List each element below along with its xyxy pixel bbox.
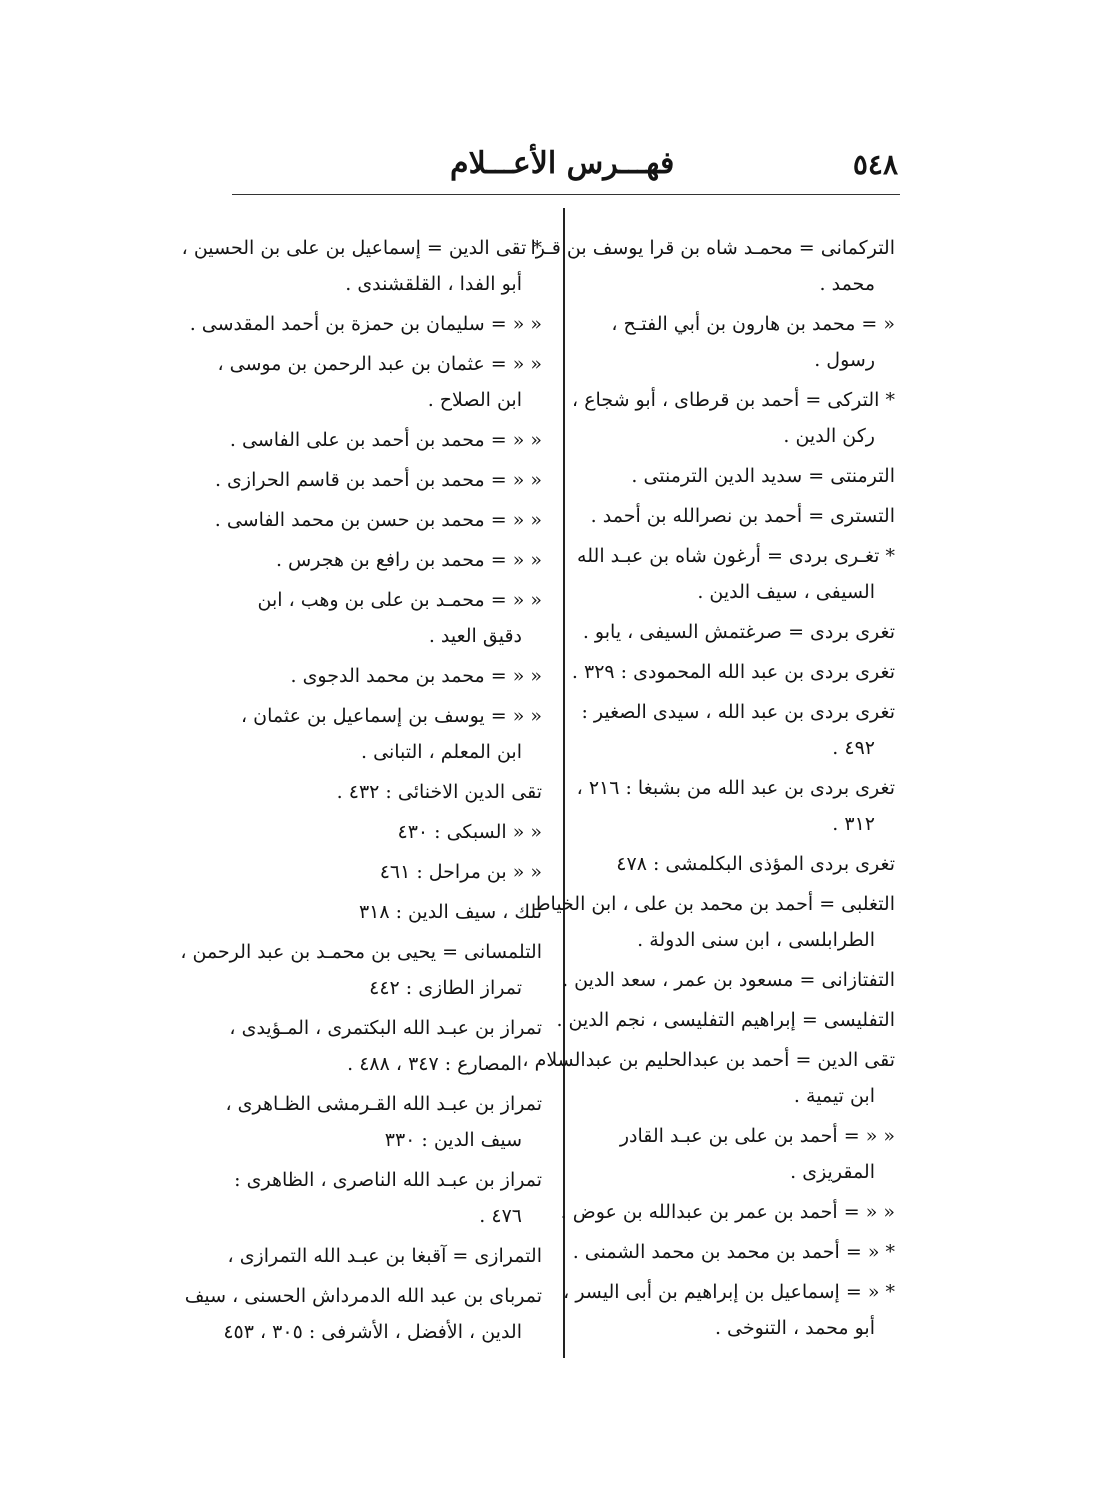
index-entry <box>227 1238 542 1274</box>
index-entry <box>585 1118 895 1190</box>
index-entry <box>572 1234 895 1270</box>
index-entry <box>571 654 895 690</box>
index-entry <box>217 346 542 418</box>
index-entry <box>572 382 895 454</box>
index-entry-line: المصارع : ٣٤٧ ، ٤٨٨ . <box>347 1053 522 1075</box>
index-entry-line: « « = أحمد بن على بن عبـد القادر <box>619 1125 895 1147</box>
index-entry-line: * تقى الدين = إسماعيل بن على بن الحسين ، <box>181 237 542 259</box>
index-entry-line: تقى الدين = أحمد بن عبدالحليم بن عبدالسلام ، <box>522 1049 895 1071</box>
header-rule <box>232 194 900 195</box>
index-entry-line: تغرى بردى بن عبد الله المحمودى : ٣٢٩ . <box>571 661 895 683</box>
index-entry-line: تمراز بن عبـد الله الناصرى ، الظاهرى : <box>234 1169 542 1191</box>
index-entry-line: الترمنتى = سديد الدين الترمنتى . <box>631 465 895 487</box>
index-entry-line: الدين ، الأفضل ، الأشرفى : ٣٠٥ ، ٤٥٣ <box>223 1321 522 1343</box>
index-entry <box>232 542 542 578</box>
page-header <box>240 148 898 192</box>
index-entry-line: « « = محمد بن أحمد بن على الفاسى . <box>229 429 542 451</box>
index-entry-line: « « = يوسف بن إسماعيل بن عثمان ، <box>240 705 542 727</box>
index-entry-line: * « = أحمد بن محمد بن محمد الشمنى . <box>572 1241 895 1263</box>
index-entry-line: * التركى = أحمد بن قرطاى ، أبو شجاع ، <box>572 389 895 411</box>
index-entry <box>585 846 895 882</box>
index-entry-line: دقيق العيد . <box>428 625 522 647</box>
index-entry-line: تغرى بردى المؤذى البكلمشى : ٤٧٨ <box>616 853 895 875</box>
index-entry-line: التفليسى = إبراهيم التفليسى ، نجم الدين . <box>556 1009 895 1031</box>
index-entry-line: التفتازانى = مسعود بن عمر ، سعد الدين . <box>562 969 895 991</box>
index-entry <box>585 498 895 534</box>
index-entry-line: الطرابلسى ، ابن سنى الدولة . <box>637 929 875 951</box>
index-entry <box>229 422 542 458</box>
index-entry-line: « « = محمـد بن على بن وهب ، ابن <box>257 589 542 611</box>
right-column <box>522 230 895 1350</box>
index-entry-line: السيفى ، سيف الدين . <box>697 581 875 603</box>
index-entry-line: تقى الدين الاخنائى : ٤٣٢ . <box>336 781 542 803</box>
index-entry-line: ركن الدين . <box>783 425 875 447</box>
index-entry <box>181 230 542 302</box>
index-entry <box>576 770 895 842</box>
index-entry-line: تغرى بردى = صرغتمش السيفى ، يابو . <box>582 621 895 643</box>
index-entry-line: تمرباى بن عبد الله الدمرداش الحسنى ، سيف <box>184 1285 542 1307</box>
index-entry <box>232 814 542 850</box>
index-entry <box>189 306 542 342</box>
index-entry-line: ٤٩٢ . <box>832 737 875 759</box>
index-entry <box>585 458 895 494</box>
index-entry-line: تغرى بردى بن عبد الله من بشبغا : ٢١٦ ، <box>576 777 895 799</box>
index-entry <box>214 462 542 498</box>
index-entry <box>184 1278 542 1350</box>
index-entry <box>229 1010 542 1082</box>
index-entry <box>556 1002 895 1038</box>
index-entry <box>232 854 542 890</box>
index-entry-line: محمد . <box>819 273 875 295</box>
index-entry <box>232 658 542 694</box>
index-entry-line: ٣١٢ . <box>832 813 875 835</box>
index-entry <box>225 1086 542 1158</box>
index-entry-line: المقريزى . <box>790 1161 875 1183</box>
running-title: فهـــرس الأعـــلام <box>450 146 675 181</box>
index-entry-line: « « = محمد بن رافع بن هجرس . <box>275 549 542 571</box>
index-entry-line: ٤٧٦ . <box>479 1205 522 1227</box>
index-entry-line: « « = محمد بن محمد الدجوى . <box>290 665 542 687</box>
index-entry-line: سيف الدين : ٣٣٠ <box>384 1129 522 1151</box>
left-column <box>180 230 542 1354</box>
index-entry-line: التمرازى = آقبغا بن عبـد الله التمرازى ، <box>227 1245 542 1267</box>
index-entry <box>585 306 895 378</box>
index-entry <box>232 1162 542 1234</box>
index-entry <box>562 962 895 998</box>
index-entry <box>577 538 895 610</box>
index-entry-line: « « = محمد بن حسن بن محمد الفاسى . <box>214 509 542 531</box>
index-entry-line: ابن تيمية . <box>793 1085 875 1107</box>
index-entry <box>560 1194 895 1230</box>
index-entry-line: تغرى بردى بن عبد الله ، سيدى الصغير : <box>581 701 895 723</box>
index-entry-line: « = محمد بن هارون بن أبي الفتـح ، <box>611 313 895 335</box>
index-entry-line: « « = أحمد بن عمر بن عبدالله بن عوض . <box>560 1201 895 1223</box>
index-entry-line: التسترى = أحمد بن نصرالله بن أحمد . <box>590 505 895 527</box>
index-entry <box>530 230 895 302</box>
index-entry-line: التركمانى = محمـد شاه بن قرا يوسف بن قـرا <box>530 237 895 259</box>
index-entry-line: * « = إسماعيل بن إبراهيم بن أبى اليسر ، <box>563 1281 895 1303</box>
index-entry-line: أبو الفدا ، القلقشندى . <box>345 273 522 295</box>
index-entry-line: رسول . <box>814 349 875 371</box>
index-entry-line: « « السبكى : ٤٣٠ <box>397 821 542 843</box>
index-entry-line: « « بن مراحل : ٤٦١ <box>379 861 542 883</box>
index-entry <box>582 614 895 650</box>
page-number: ٥٤٨ <box>852 148 898 181</box>
index-entry <box>232 698 542 770</box>
index-entry <box>522 1042 895 1114</box>
index-entry <box>232 894 542 930</box>
index-entry-line: تمراز بن عبـد الله البكتمرى ، المـؤيدى ، <box>229 1017 542 1039</box>
index-entry <box>232 582 542 654</box>
index-entry <box>214 502 542 538</box>
index-entry <box>232 774 542 810</box>
index-entry <box>532 886 895 958</box>
index-entry-line: التلمسانى = يحيى بن محمـد بن عبد الرحمن ، <box>180 941 542 963</box>
index-entry-line: التغلبى = أحمد بن محمد بن على ، ابن الخياط <box>532 893 895 915</box>
column-divider <box>563 208 565 1358</box>
index-entry-line: تمراز الطازى : ٤٤٢ <box>369 977 522 999</box>
index-entry <box>180 934 542 1006</box>
index-entry-line: ابن المعلم ، التبانى . <box>361 741 522 763</box>
index-entry <box>581 694 895 766</box>
index-entry <box>563 1274 895 1346</box>
index-entry-line: أبو محمد ، التنوخى . <box>714 1317 875 1339</box>
index-entry-line: « « = محمد بن أحمد بن قاسم الحرازى . <box>214 469 542 491</box>
index-entry-line: « « = سليمان بن حمزة بن أحمد المقدسى . <box>189 313 542 335</box>
index-entry-line: ابن الصلاح . <box>427 389 522 411</box>
index-entry-line: * تغـرى بردى = أرغون شاه بن عبـد الله <box>577 545 895 567</box>
index-entry-line: « « = عثمان بن عبد الرحمن بن موسى ، <box>217 353 542 375</box>
index-entry-line: تمراز بن عبـد الله القـرمشى الظـاهرى ، <box>225 1093 542 1115</box>
index-entry-line: تلك ، سيف الدين : ٣١٨ <box>358 901 542 923</box>
